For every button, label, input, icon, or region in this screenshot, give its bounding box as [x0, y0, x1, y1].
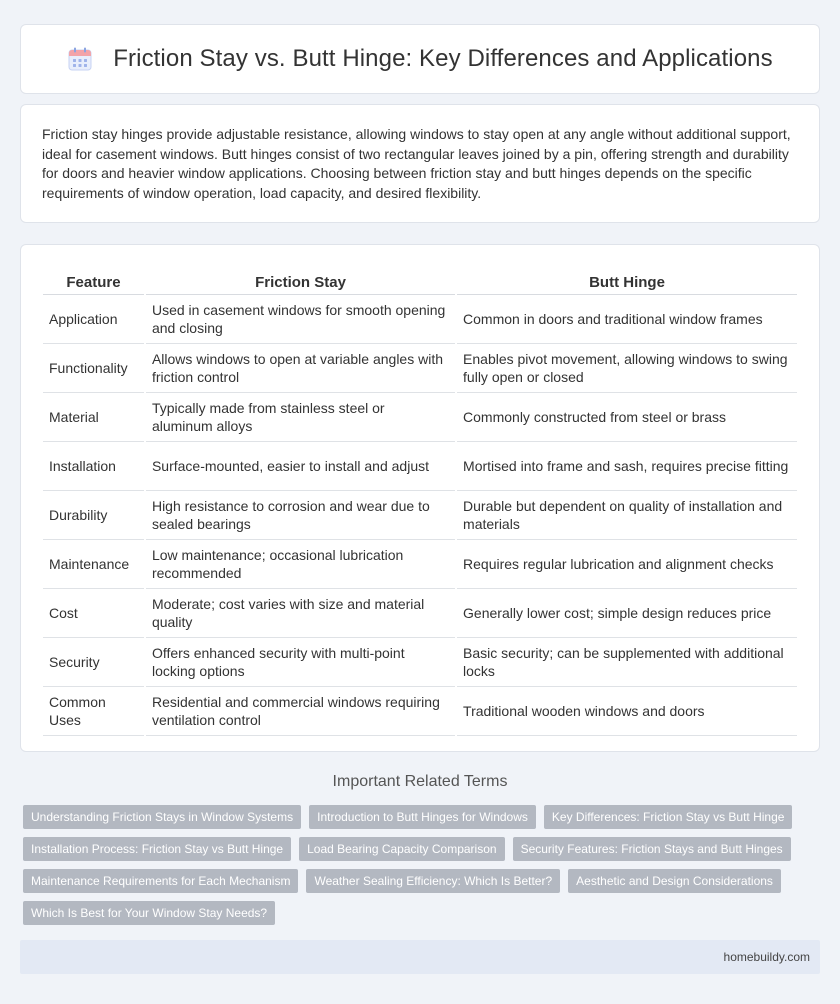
table-row: [43, 638, 797, 687]
friction-stay-cell: Typically made from stainless steel or aluminum alloys: [146, 393, 455, 442]
comparison-table: [41, 265, 799, 736]
feature-cell: Cost: [43, 589, 144, 638]
butt-hinge-cell: Traditional wooden windows and doors: [457, 687, 797, 736]
butt-hinge-cell: Durable but dependent on quality of installation and materials: [457, 491, 797, 540]
intro-paragraph: Friction stay hinges provide adjustable resistance, allowing windows to stay open at any angle without additional support, ideal for casement windows. Butt hinges consist of two rectangular leaves joined by a pin, offering strength and durability for doors and heavier window applications. Choosing between friction stay and butt hinges depends on the specific requirements of window operation, load capacity, and desired flexibility.: [42, 126, 791, 201]
header-feature: Feature: [43, 265, 144, 295]
related-terms-tags: [23, 805, 803, 933]
related-term-tag[interactable]: Security Features: Friction Stays and Butt Hinges: [513, 837, 791, 861]
butt-hinge-cell: Generally lower cost; simple design reduces price: [457, 589, 797, 638]
butt-hinge-cell: Mortised into frame and sash, requires precise fitting: [457, 442, 797, 491]
feature-cell: Durability: [43, 491, 144, 540]
friction-stay-cell: Surface-mounted, easier to install and adjust: [146, 442, 455, 491]
butt-hinge-cell: Requires regular lubrication and alignment checks: [457, 540, 797, 589]
related-term-tag[interactable]: Aesthetic and Design Considerations: [568, 869, 781, 893]
friction-stay-cell: Residential and commercial windows requiring ventilation control: [146, 687, 455, 736]
table-row: [43, 589, 797, 638]
title-wrap: [67, 45, 772, 73]
feature-cell: Common Uses: [43, 687, 144, 736]
intro-card: [20, 104, 820, 223]
table-row: [43, 687, 797, 736]
feature-cell: Material: [43, 393, 144, 442]
friction-stay-cell: Used in casement windows for smooth opening and closing: [146, 295, 455, 344]
related-term-tag[interactable]: Maintenance Requirements for Each Mechanism: [23, 869, 298, 893]
feature-cell: Application: [43, 295, 144, 344]
table-row: [43, 393, 797, 442]
table-row: [43, 344, 797, 393]
feature-cell: Maintenance: [43, 540, 144, 589]
friction-stay-cell: Allows windows to open at variable angles with friction control: [146, 344, 455, 393]
butt-hinge-cell: Common in doors and traditional window frames: [457, 295, 797, 344]
friction-stay-cell: High resistance to corrosion and wear due to sealed bearings: [146, 491, 455, 540]
friction-stay-cell: Offers enhanced security with multi-point locking options: [146, 638, 455, 687]
related-term-tag[interactable]: Introduction to Butt Hinges for Windows: [309, 805, 536, 829]
butt-hinge-cell: Enables pivot movement, allowing windows to swing fully open or closed: [457, 344, 797, 393]
related-term-tag[interactable]: Understanding Friction Stays in Window Systems: [23, 805, 301, 829]
table-row: [43, 540, 797, 589]
related-terms-title: Important Related Terms: [332, 773, 508, 790]
table-header-row: [43, 265, 797, 295]
feature-cell: Installation: [43, 442, 144, 491]
related-term-tag[interactable]: Installation Process: Friction Stay vs Butt Hinge: [23, 837, 291, 861]
feature-cell: Functionality: [43, 344, 144, 393]
friction-stay-cell: Moderate; cost varies with size and material quality: [146, 589, 455, 638]
header-friction-stay: Friction Stay: [146, 265, 455, 295]
butt-hinge-cell: Basic security; can be supplemented with additional locks: [457, 638, 797, 687]
related-term-tag[interactable]: Load Bearing Capacity Comparison: [299, 837, 504, 861]
title-card: [20, 24, 820, 94]
table-row: [43, 491, 797, 540]
related-term-tag[interactable]: Weather Sealing Efficiency: Which Is Better?: [306, 869, 560, 893]
comparison-card: [20, 244, 820, 752]
table-row: [43, 442, 797, 491]
feature-cell: Security: [43, 638, 144, 687]
header-butt-hinge: Butt Hinge: [457, 265, 797, 295]
table-row: [43, 295, 797, 344]
related-term-tag[interactable]: Which Is Best for Your Window Stay Needs?: [23, 901, 275, 925]
footer: [20, 940, 820, 974]
calendar-icon: [67, 46, 93, 72]
footer-site-name: homebuildy.com: [723, 950, 810, 964]
related-term-tag[interactable]: Key Differences: Friction Stay vs Butt Hinge: [544, 805, 793, 829]
friction-stay-cell: Low maintenance; occasional lubrication recommended: [146, 540, 455, 589]
butt-hinge-cell: Commonly constructed from steel or brass: [457, 393, 797, 442]
page-title: Friction Stay vs. Butt Hinge: Key Differences and Applications: [113, 45, 773, 72]
